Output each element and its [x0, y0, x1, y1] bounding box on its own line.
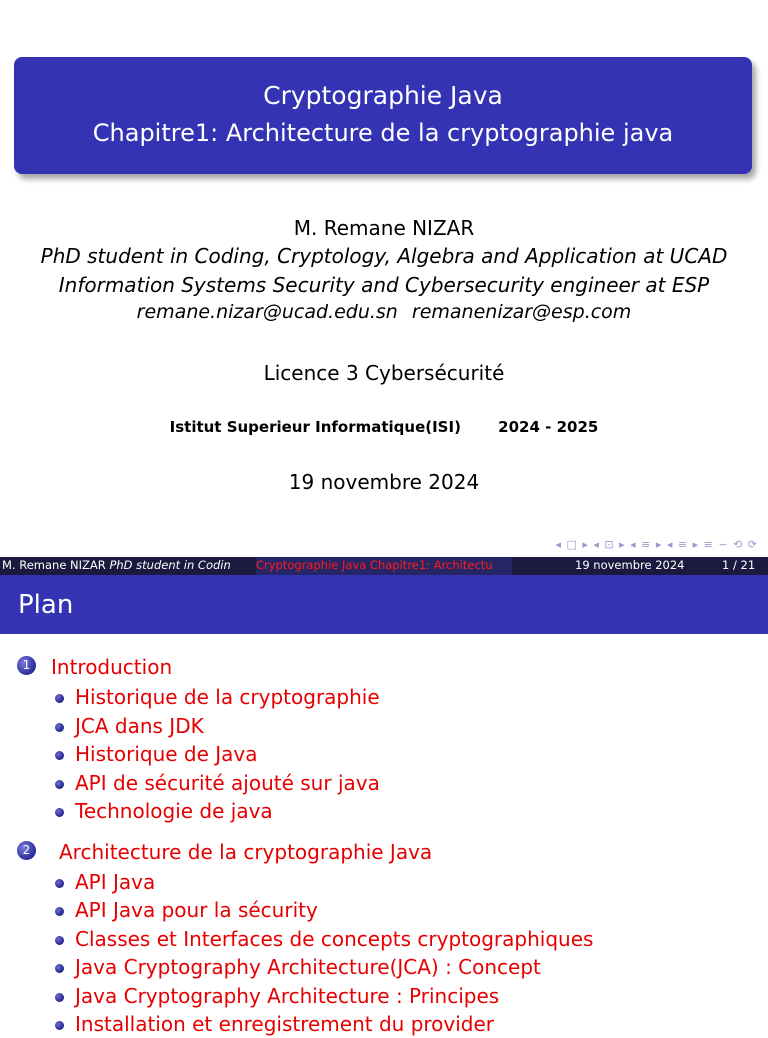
section-number-icon: 1: [17, 656, 36, 675]
bullet-icon: [55, 751, 64, 760]
beamer-navigation-icons[interactable]: ◂ □ ▸ ◂ ⊡ ▸ ◂ ≡ ▸ ◂ ≡ ▸ ≡ ∽ ⟲ ⟳: [555, 538, 758, 551]
bullet-icon: [55, 936, 64, 945]
bullet-icon: [55, 907, 64, 916]
section-number-icon: 2: [17, 841, 36, 860]
section-entry[interactable]: [0, 650, 768, 682]
subsection-label[interactable]: Historique de la cryptographie: [75, 685, 380, 709]
email-ucad[interactable]: remane.nizar@ucad.edu.sn: [136, 301, 398, 323]
slide-footer: [0, 557, 768, 575]
footer-page-number: 1 / 21: [722, 558, 756, 572]
bullet-icon: [55, 964, 64, 973]
subsection-label[interactable]: Historique de Java: [75, 742, 258, 766]
footer-date: 19 novembre 2024: [575, 558, 685, 572]
presentation-subtitle: Chapitre1: Architecture de la cryptographie java: [92, 119, 674, 147]
subsection-label[interactable]: Java Cryptography Architecture(JCA) : Concept: [75, 955, 541, 979]
subsection-entry[interactable]: [0, 1009, 768, 1038]
author-affiliation-1: PhD student in Coding, Cryptology, Algebra and Application at UCAD: [40, 244, 728, 268]
section-entry[interactable]: [0, 835, 768, 867]
bullet-icon: [55, 879, 64, 888]
subsection-entry[interactable]: [0, 796, 768, 825]
presentation-title: Cryptographie Java: [263, 81, 503, 110]
title-block: [14, 57, 752, 174]
bullet-icon: [55, 780, 64, 789]
bullet-icon: [55, 993, 64, 1002]
subsection-entry[interactable]: [0, 924, 768, 953]
bullet-icon: [55, 694, 64, 703]
plan-outline: [0, 650, 768, 1038]
subsection-entry[interactable]: [0, 895, 768, 924]
subsection-entry[interactable]: [0, 682, 768, 711]
academic-year: 2024 - 2025: [498, 418, 599, 436]
course-level: Licence 3 Cybersécurité: [263, 361, 505, 385]
subsection-label[interactable]: Installation et enregistrement du provider: [75, 1012, 495, 1036]
subsection-label[interactable]: JCA dans JDK: [75, 713, 204, 738]
subsection-label[interactable]: Technologie de java: [75, 799, 273, 823]
institute-line: [0, 418, 768, 436]
author-emails: [0, 301, 768, 323]
subsection-label[interactable]: API de sécurité ajouté sur java: [75, 770, 380, 795]
subsection-label[interactable]: Java Cryptography Architecture : Principes: [75, 983, 500, 1008]
institute-name: Istitut Superieur Informatique(ISI): [169, 418, 461, 436]
bullet-icon: [55, 808, 64, 817]
presentation-date: 19 novembre 2024: [288, 470, 480, 494]
frame-title: Plan: [18, 590, 74, 620]
subsection-entry[interactable]: [0, 867, 768, 896]
author-name: M. Remane NIZAR: [293, 216, 475, 240]
subsection-entry[interactable]: [0, 981, 768, 1010]
subsection-label[interactable]: API Java: [75, 869, 156, 894]
subsection-label[interactable]: Classes et Interfaces de concepts cryptographiques: [75, 926, 594, 951]
subsection-entry[interactable]: [0, 952, 768, 981]
subsection-entry[interactable]: [0, 711, 768, 740]
subsection-entry[interactable]: [0, 768, 768, 797]
email-esp[interactable]: remanenizar@esp.com: [411, 301, 632, 323]
section-label[interactable]: Introduction: [51, 655, 173, 679]
footer-author-note: PhD student in Codin: [109, 558, 231, 572]
subsection-label[interactable]: API Java pour la sécurity: [75, 898, 318, 922]
bullet-icon: [55, 723, 64, 732]
footer-author: [2, 558, 256, 572]
footer-author-name: M. Remane NIZAR: [2, 558, 106, 572]
author-affiliation-2: Information Systems Security and Cybersecurity engineer at ESP: [58, 273, 710, 297]
bullet-icon: [55, 1021, 64, 1030]
subsection-entry[interactable]: [0, 739, 768, 768]
section-label[interactable]: Architecture de la cryptographie Java: [59, 839, 433, 864]
footer-title: Cryptographie Java Chapitre1: Architectu: [256, 557, 512, 575]
frame-title-bar: [0, 575, 768, 634]
